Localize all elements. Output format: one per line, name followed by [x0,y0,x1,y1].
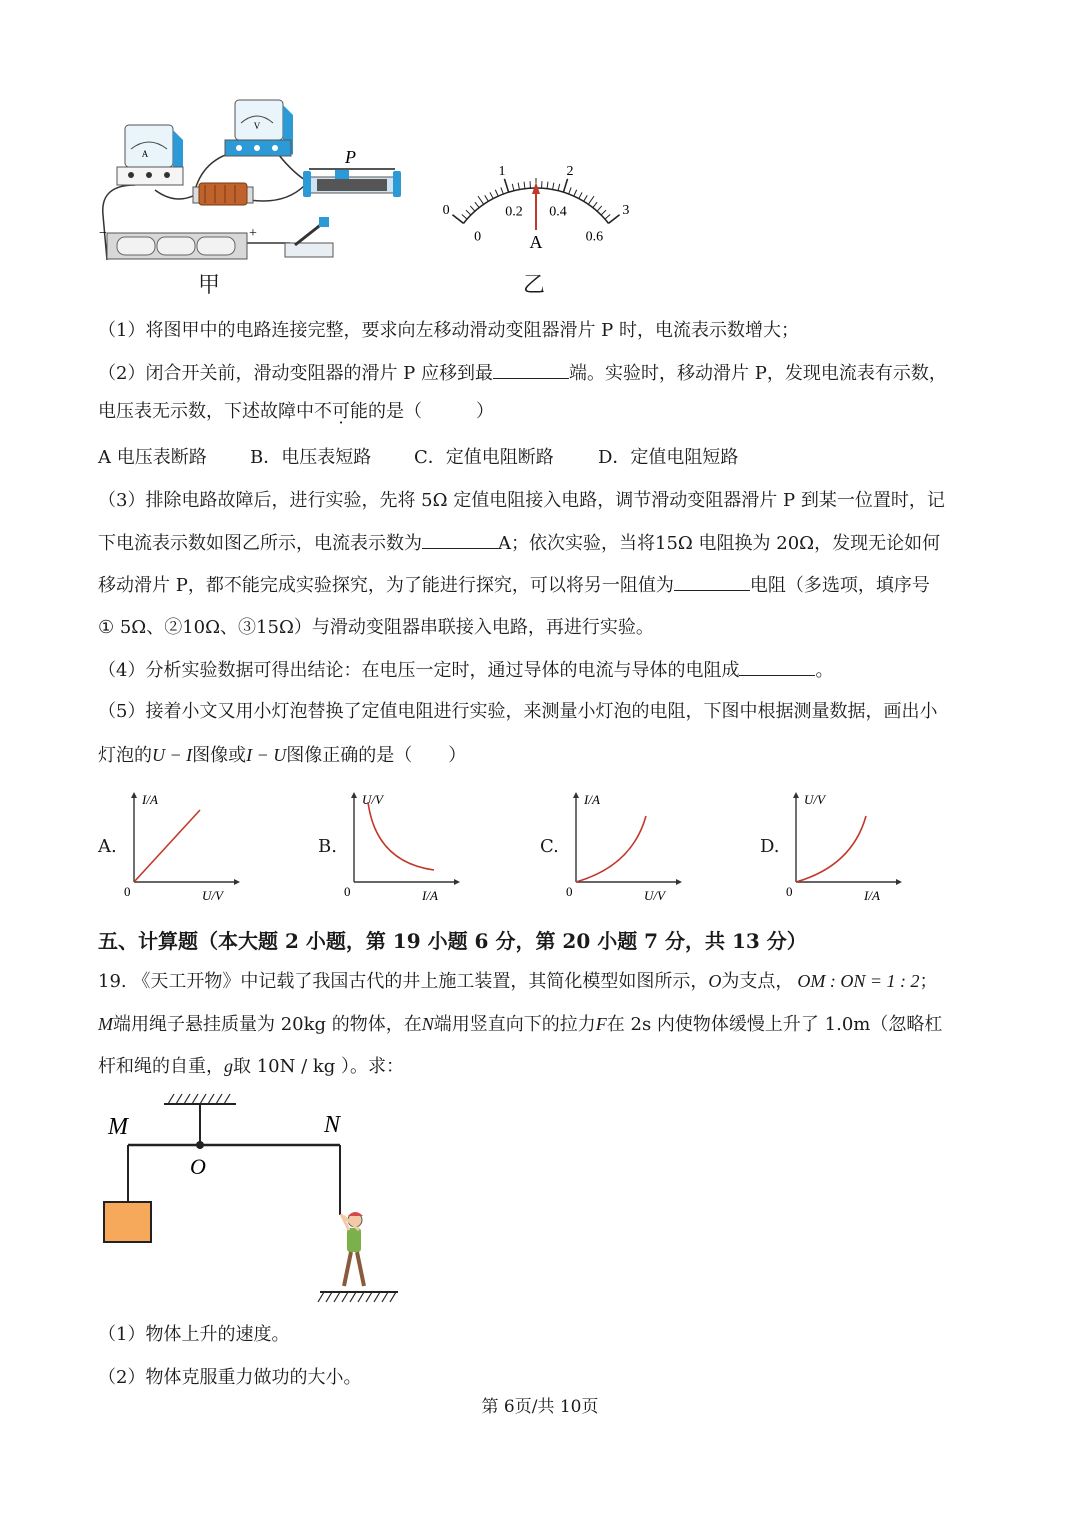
q18-part2-line1: （2）闭合开关前，滑动变阻器的滑片 P 应移到最 端。实验时，移动滑片 P，发现电流表有示数， [98,360,947,387]
graph-curve [576,816,646,882]
q18-part3-line2: 下电流表示数如图乙所示，电流表示数为 A；依次实验，当将15Ω 电阻换为 20Ω，发现无论如何 [98,530,940,557]
dial-tick [462,214,467,219]
graph-c-letter[interactable]: C. [540,836,559,857]
x-arrow [896,879,902,885]
dial-tick [466,210,471,215]
graph-d [782,788,902,908]
graph-b [340,788,460,908]
answer-blank-resistor[interactable] [674,572,750,591]
dial-top-label: 0 [442,202,450,218]
dial-tick [518,183,519,190]
dial-tick [574,190,577,196]
lever-figure [98,1090,408,1315]
dial-tick [553,183,554,190]
q18-part5-line2: 灯泡的U − I图像或I − U图像正确的是（ ） [98,745,467,766]
dial-tick [608,215,619,224]
option-a[interactable]: A 电压表断路 [98,447,207,468]
q18-part4: （4）分析实验数据可得出结论：在电压一定时，通过导体的电流与导体的电阻成 。 [98,657,833,684]
svg-text:+: + [249,226,257,241]
voltmeter-icon [225,100,293,156]
dial-tick [495,190,498,196]
label-n: N [324,1112,341,1138]
svg-text:V: V [253,121,261,131]
q18-part3-line4: ① 5Ω、②10Ω、③15Ω）与滑动变阻器串联接入电路，再进行实验。 [98,617,654,638]
dial-tick [579,192,582,198]
dial-bottom-label: 0.4 [549,204,567,220]
q19-line2: M端用绳子悬挂质量为 20kg 的物体，在N端用竖直向下的拉力F在 2s 内使物体缓慢上升了 1.0m（忽略杠 [98,1014,943,1035]
label-m: M [108,1114,128,1140]
option-b[interactable]: B．电压表短路 [250,447,372,468]
dial-tick [470,206,475,211]
graph-ylabel: I/A [584,792,600,807]
option-c[interactable]: C．定值电阻断路 [414,447,554,468]
dial-bottom-label: 0 [474,229,482,245]
graph-origin: 0 [566,884,573,899]
battery-icon [99,226,257,259]
dial-tick [588,196,594,204]
dial-tick [452,215,463,224]
graph-d-letter[interactable]: D. [760,836,780,857]
dial-bottom-label: 0.6 [585,229,604,245]
graph-origin: 0 [124,884,131,899]
graph-c [562,788,682,908]
q19-line3: 杆和绳的自重，g取 10N / kg ）。求： [98,1056,405,1077]
dial-tick [547,182,548,189]
graph-xlabel: U/V [202,888,223,903]
dial-tick [605,214,610,219]
dial-tick [569,187,571,194]
graph-ylabel: I/A [142,792,158,807]
switch-icon [285,217,333,257]
dial-tick [504,179,508,192]
section-heading-calculation: 五、计算题（本大题 2 小题，第 19 小题 6 分，第 20 小题 7 分，共 13 分） [98,929,807,953]
option-d[interactable]: D．定值电阻短路 [598,447,739,468]
figure-yi-caption: 乙 [523,273,546,298]
y-arrow [573,792,579,798]
q19-sub1: （1）物体上升的速度。 [98,1324,290,1345]
circuit-figure-jia [95,95,415,270]
label-o: O [190,1154,206,1179]
y-arrow [793,792,799,798]
q18-part3-line3: 移动滑片 P，都不能完成实验探究，为了能进行探究，可以将另一阻值为 电阻（多选项，填序号 [98,572,930,599]
graph-xlabel: U/V [644,888,665,903]
dial-tick [563,179,567,192]
dial-tick [475,202,479,208]
dial-tick [601,210,606,215]
graph-xlabel: I/A [422,888,438,903]
graph-curve [134,810,200,882]
graph-origin: 0 [786,884,793,899]
y-arrow [131,792,137,798]
dial-bottom-label: 0.2 [505,204,523,220]
pivot-point [196,1141,204,1149]
person-pulling-icon [341,1212,364,1286]
dial-top-label: 2 [566,164,574,180]
dial-tick [512,184,514,191]
page-footer: 第 6页/共 10页 [481,1397,599,1417]
svg-text:A: A [141,149,149,159]
dial-tick [501,187,503,194]
q18-part1: （1）将图甲中的电路连接完整，要求向左移动滑动变阻器滑片 P 时，电流表示数增大； [98,320,800,341]
dial-tick [485,195,489,201]
resistor-icon [193,183,253,205]
dial-tick [478,196,484,204]
q18-part2-line2: 电压表无示数，下述故障中不可能的是（ ） [98,401,494,422]
graph-ylabel: U/V [362,792,383,807]
dial-top-label: 3 [622,202,630,218]
graph-curve [368,802,434,870]
q18-part3-line1: （3）排除电路故障后，进行实验，先将 5Ω 定值电阻接入电路，调节滑动变阻器滑片 P 到某一位置时，记 [98,490,945,511]
svg-text:P: P [345,147,356,167]
answer-blank-current[interactable] [422,530,498,549]
dial-tick [584,195,588,201]
graph-a [120,788,240,908]
ammeter-dial-figure-yi [442,140,630,255]
dial-tick [593,202,597,208]
graph-a-letter[interactable]: A. [98,836,117,857]
rheostat-icon [303,147,401,197]
svg-text:−: − [99,226,107,241]
q19-line1: 19. 《天工开物》中记载了我国古代的井上施工装置，其简化模型如图所示，O为支点， OM : ON = 1 : 2； [98,971,938,992]
graph-origin: 0 [344,884,351,899]
graph-curve [796,816,866,882]
x-arrow [676,879,682,885]
svg-text:A: A [529,232,543,252]
figure-jia-caption: 甲 [198,273,221,298]
answer-blank-conclusion[interactable] [739,657,815,676]
dial-tick [490,192,493,198]
emphasis-not-possible: 不可能 [314,401,368,422]
answer-blank-end[interactable] [493,360,569,379]
dial-tick [597,206,602,211]
x-arrow [234,879,240,885]
x-arrow [454,879,460,885]
graph-b-letter[interactable]: B. [318,836,337,857]
graph-xlabel: I/A [864,888,880,903]
q18-part5-line1: （5）接着小文又用小灯泡替换了定值电阻进行实验，来测量小灯泡的电阻，下图中根据测量数据，画出小 [98,701,938,722]
dial-tick [558,184,560,191]
dial-top-label: 1 [498,164,506,180]
ammeter-icon [117,125,183,185]
y-arrow [351,792,357,798]
dial-tick [524,182,525,189]
hanging-box [104,1202,151,1242]
q19-sub2: （2）物体克服重力做功的大小。 [98,1367,362,1388]
graph-ylabel: U/V [804,792,825,807]
